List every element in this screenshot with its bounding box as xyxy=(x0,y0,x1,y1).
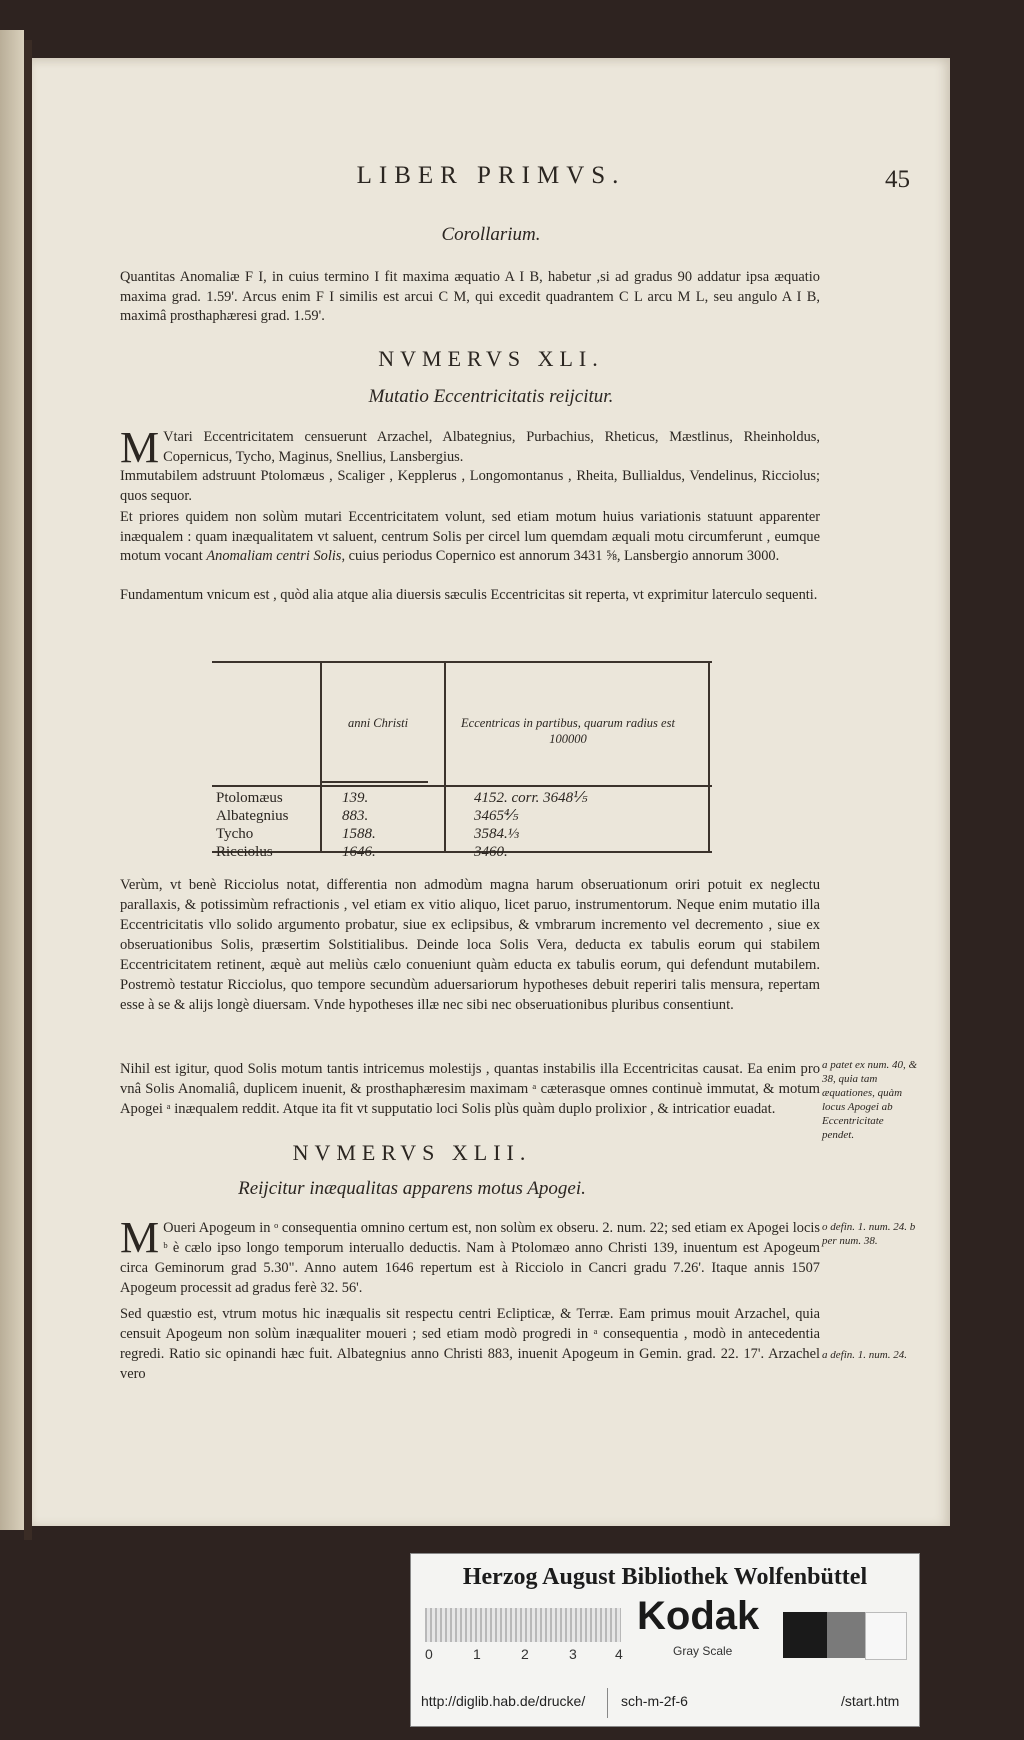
book-binding-edge xyxy=(24,40,32,1540)
scale-number: 3 xyxy=(569,1646,577,1662)
numerus-41-paragraph-3 xyxy=(120,508,820,567)
numerus-42-paragraph-1 xyxy=(120,1213,820,1298)
scale-number: 2 xyxy=(521,1646,529,1662)
margin-note: o defin. 1. num. 24. b per num. 38. xyxy=(822,1221,916,1247)
table-row-name: Tycho xyxy=(216,826,254,842)
table-row-eccentricity: 3584.⅓ xyxy=(474,826,519,842)
footer-divider xyxy=(607,1688,608,1718)
left-page-edge xyxy=(0,30,24,1530)
margin-note: a defin. 1. num. 24. xyxy=(822,1349,907,1361)
paragraph-text: , cuius periodus Copernico est annorum 3431 ⅝, Lansbergio annorum 3000. xyxy=(341,548,780,564)
scale-number: 1 xyxy=(473,1646,481,1662)
column-header-years: anni Christi xyxy=(347,716,409,730)
paragraph-text: Immutabilem adstruunt Ptolomæus , Scaliger , Kepplerus , Longomontanus , Rheita, Bullialdus, Vendelinus, Ricciolus; quos sequor. xyxy=(120,468,820,504)
table-rule xyxy=(320,781,428,783)
table-row-name: Ptolomæus xyxy=(216,790,283,806)
table-row-eccentricity: 3465⅘ xyxy=(474,808,519,824)
gray-scale-label: Gray Scale xyxy=(673,1644,733,1658)
eccentricity-table xyxy=(212,661,712,860)
book-page xyxy=(32,58,950,1526)
table-row-name: Ricciolus xyxy=(216,844,273,860)
numerus-42-subtitle: Reijcitur inæqualitas apparens motus Apogei. xyxy=(238,1178,586,1199)
numerus-41-paragraph-4: Fundamentum vnicum est , quòd alia atque alia diuersis sæculis Eccentricitas sit reperta, vt exprimitur laterculo sequenti. xyxy=(120,587,818,603)
kodak-logo: Kodak xyxy=(637,1594,760,1638)
numerus-41-heading: NVMERVS XLI. xyxy=(378,346,604,371)
column-header-eccentricity: Eccentricas in partibus, quarum radius est 100000 xyxy=(461,716,675,746)
table-rule xyxy=(212,851,712,853)
table-row-eccentricity: 3460. xyxy=(474,844,508,860)
table-rule xyxy=(212,661,712,663)
scale-numbers xyxy=(425,1646,625,1664)
numerus-41-subtitle: Mutatio Eccentricitatis reijcitur. xyxy=(368,386,614,407)
scale-number: 4 xyxy=(615,1646,623,1662)
corollarium-title: Corollarium. xyxy=(441,224,541,245)
table-row-eccentricity: 4152. corr. 3648⅕ xyxy=(474,790,588,806)
table-rule xyxy=(708,661,710,851)
table-row-year: 883. xyxy=(342,808,369,824)
table-rule xyxy=(320,661,322,851)
verum-paragraph: Verùm, vt benè Ricciolus notat, differentia non admodùm magna harum obseruationum oriri potuit ex neglectu parallaxis, & potissimùm refractionis , vel etiam ex vitio aliquo, licet paruo, instrumentorum. Neque enim mutatio illa Eccentricitatis vllo solido argumento probatur, siue ex eclipsibus, & vmbrarum incremento vel decremento , siue ex obseruationibus Solis, præsertim Solstitialibus. Deinde loca Solis Vera, deducta ex tabulis eorum qui stabilem Eccentricitatem retinent, æquè aut meliùs cælo conueniunt quàm educta ex tabulis eorum, qui defendunt mutabilem. Postremò testatur Ricciolus, quo tempore secundùm aduersariorum hypotheses debuit reperiri talis mensura, repertam esse à se & alijs longè diuersam. Vnde hypotheses illæ nec sibi nec obseruationibus pluribus consentiunt. xyxy=(120,877,820,1013)
numerus-42-paragraph-2: Sed quæstio est, vtrum motus hic inæqualis sit respectu centri Eclipticæ, & Terræ. Eam primus mouit Arzachel, quia censuit Apogeum non solùm inæqualiter moueri ; sed etiam modò progredi in ᵃ consequentia , modò in antecedentia regredi. Ratio sic opinandi hæc fuit. Albategnius anno Christi 883, inuenit Apogeum in Gemin. grad. 22. 17'. Arzachel vero xyxy=(120,1306,820,1382)
table-row-year: 139. xyxy=(342,790,369,806)
paragraph-text: Et priores quidem non solùm mutari Eccentricitatem volunt, sed etiam motum huius variationis statuunt apparenter inæqualem : quam inæqualitatem vt saluent, centrum Solis per circel lum quemdam æquali motu circumferunt , eumque motum vocant xyxy=(120,509,820,564)
table-rule xyxy=(444,661,446,851)
black-patch xyxy=(783,1612,827,1658)
table-row-year: 1588. xyxy=(342,826,376,842)
library-name: Herzog August Bibliothek Wolfenbüttel xyxy=(462,1564,868,1590)
signature-text: sch-m-2f-6 xyxy=(621,1693,688,1709)
paragraph-text: Oueri Apogeum in ᵒ consequentia omnino certum est, non solùm ex obseru. 2. num. 22; sed etiam ex Apogei locis ᵇ è cælo ipso longo temporum interuallo deductis. Nam à Ptolomæo anno Christi 139, inuentum est Apogeum circa Geminorum grad 5.30". Anno autem 1646 repertum est à Ricciolo in Cancri gradu 7.26'. Itaque annis 1507 Apogeum processit ad gradus ferè 32. 56'. xyxy=(120,1220,820,1296)
emphasis-text: Anomaliam centri Solis xyxy=(206,548,342,564)
dropcap: M xyxy=(120,423,160,472)
url-text: http://diglib.hab.de/drucke/ xyxy=(421,1693,586,1709)
table-row-name: Albategnius xyxy=(216,808,289,824)
table-rule xyxy=(212,785,712,787)
corollarium-text: Quantitas Anomaliæ F I, in cuius termino I fit maxima æquatio A I B, habetur ,si ad gradus 90 addatur ipsa æquatio maxima grad. 1.59'. Arcus enim F I similis est arcui C M, qui excedit quadrantem C L arcu M L, seu angulo A I B, maximâ prosthaphæresi grad. 1.59'. xyxy=(120,269,820,324)
white-patch xyxy=(865,1612,907,1660)
color-bar-footer xyxy=(411,1678,919,1726)
gray-patch xyxy=(827,1612,865,1658)
start-link-text: /start.htm xyxy=(841,1693,900,1709)
page-number: 45 xyxy=(885,166,910,193)
table-row-year: 1646. xyxy=(342,844,376,860)
numerus-42-heading: NVMERVS XLII. xyxy=(292,1140,532,1165)
running-head: LIBER PRIMVS. xyxy=(356,162,626,189)
dropcap: M xyxy=(120,1213,160,1262)
nihil-paragraph: Nihil est igitur, quod Solis motum tantis intricemus molestijs , quantas instabilis illa Eccentricitas causat. Ea enim pro vnâ Solis Anomaliâ, duplicem inuenit, & prosthaphæresim maximam ᵃ cæterasque omnes continuè immutat, & motum Apogei ᵃ inæqualem reddit. Atque ita fit vt supputatio loci Solis plùs quàm duplo prolixior , & intricatior euadat. xyxy=(120,1061,820,1117)
gray-scale-strip xyxy=(425,1608,621,1642)
numerus-41-paragraph-1 xyxy=(120,423,820,506)
library-color-bar xyxy=(410,1553,920,1727)
margin-note: a patet ex num. 40, & 38, quia tam æquationes, quàm locus Apogei ab Eccentricitate pendet. xyxy=(822,1059,918,1141)
scale-number: 0 xyxy=(425,1646,433,1662)
paragraph-text: Vtari Eccentricitatem censuerunt Arzachel, Albategnius, Purbachius, Rheticus, Mæstlinus, Rheinholdus, Copernicus, Tycho, Maginus, Snellius, Lansbergius. xyxy=(163,429,820,465)
